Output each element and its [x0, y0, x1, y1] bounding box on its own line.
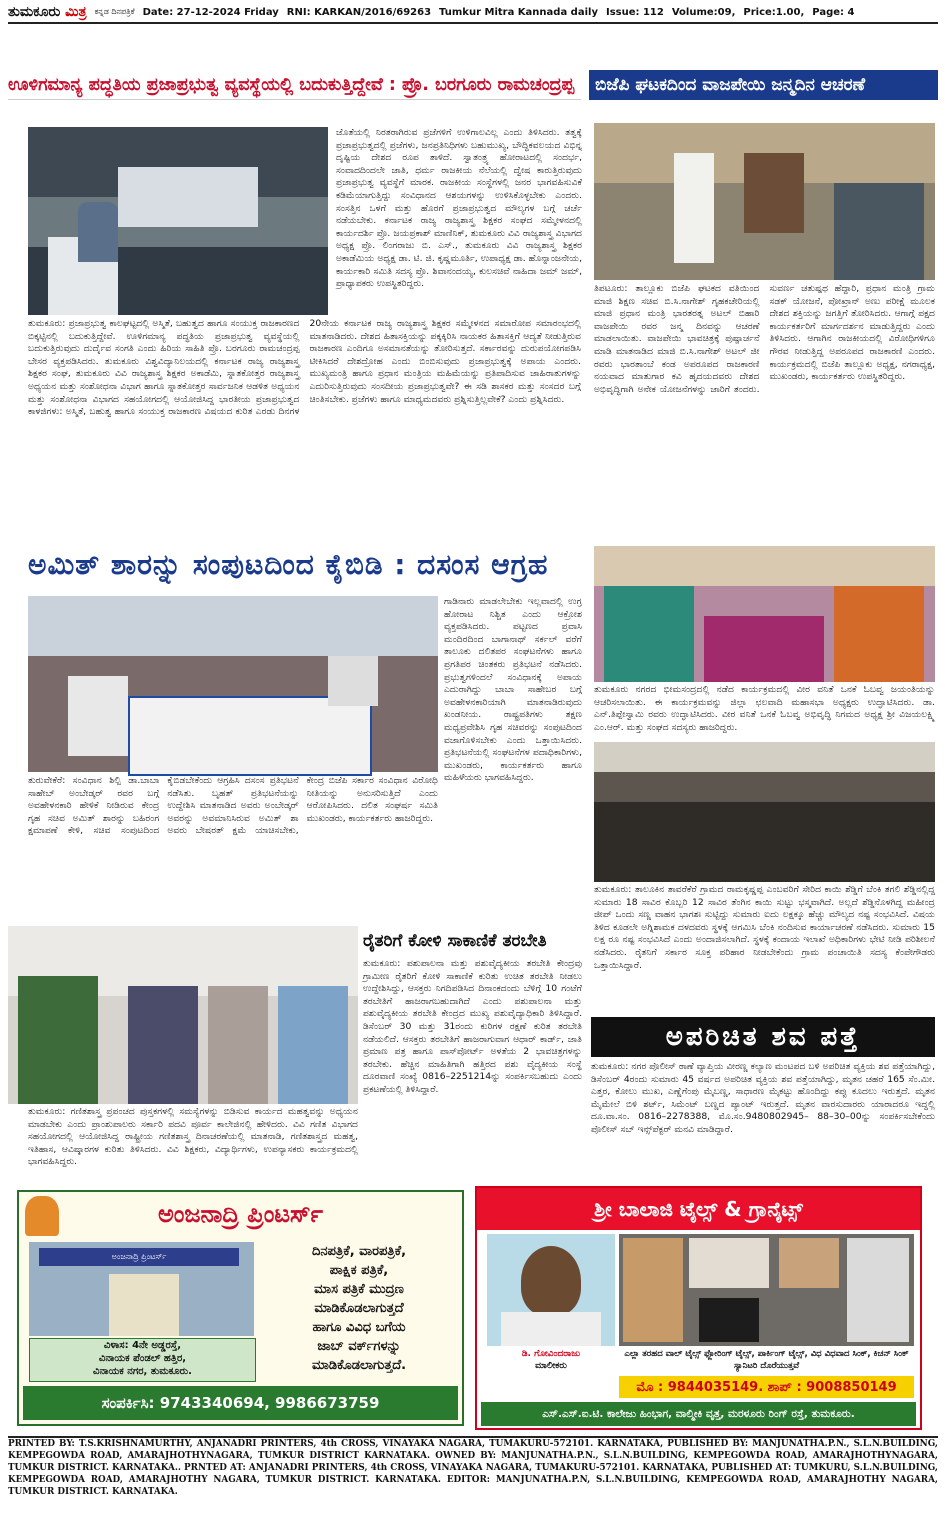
rni-number: RNI: KARKAN/2016/69263: [286, 6, 432, 18]
price: Price:1.00,: [743, 6, 805, 18]
story5-photo: [594, 742, 935, 882]
story8-body: ತುಮಕೂರು: ನಗರ ಪೊಲೀಸ್ ಠಾಣೆ ವ್ಯಾಪ್ತಿಯ ವೀರಣ್ಣ ಕಲ್ಯಾಣ ಮಂಟಪದ ಬಳಿ ಅಪರಿಚಿತ ವ್ಯಕ್ತಿಯ ಶವ ಪತ್ತೆಯಾಗಿದ್ದು, ಡಿಸೆಂಬರ್ 4ರಂದು ಸುಮಾರು 45 ವರ್ಷದ ಅಪರಿಚಿತ ವ್ಯಕ್ತಿಯ ಶವ ಪತ್ತೆಯಾಗಿದ್ದು, ಮೃತನ ಚಹರೆ 165 ಸೆಂ.ಮೀ. ಎತ್ತರ, ಕೋಲು ಮುಖ, ಎಣ್ಣೆಗೆಂಪು ಮೈಬಣ್ಣ, ಸಾಧಾರಣ ಮೈಕಟ್ಟು ಹೊಂದಿದ್ದು ಕಪ್ಪು ಕೂದಲು ಇರುತ್ತದೆ. ಮೃತನ ಮೈಮೇಲೆ ಬಿಳಿ ಶರ್ಟ್, ಸಿಮೆಂಟ್ ಬಣ್ಣದ ಪ್ಯಾಂಟ್ ಇರುತ್ತದೆ. ಮೃತನ ವಾರಸುದಾರರು ಯಾರಾದರೂ ಇದ್ದಲ್ಲಿ ದೂ.ವಾ.ಸಂ. 0816–2278388, ಮೊ.ಸಂ.9480802945– 88–30–00ನ್ನು ಸಂಪರ್ಕಿಸಬೇಕೆಂದು ಪೊಲೀಸ್ ಸಬ್ ಇನ್ಸ್‌ಪೆಕ್ಟರ್ ಮನವಿ ಮಾಡಿದ್ದಾರೆ.: [591, 1061, 935, 1135]
ad1-address-line: ವಿಳಾಸ: 4ನೇ ಅಡ್ಡರಸ್ತೆ,: [103, 1340, 182, 1351]
ad2-portrait: [487, 1234, 615, 1346]
ad1-address: [29, 1338, 256, 1382]
story4-photo: [594, 546, 935, 682]
story8-headline: ಅಪರಿಚಿತ ಶವ ಪತ್ತೆ: [591, 1017, 935, 1057]
ad2-tiles-photo: [619, 1234, 914, 1346]
ad2-person-title: ಮಾಲೀಕರು: [535, 1361, 567, 1371]
story3-headline: ಅಮಿತ್ ಶಾರನ್ನು ಸಂಪುಟದಿಂದ ಕೈಬಿಡಿ : ದಸಂಸ ಆಗ್ರಹ: [28, 548, 549, 581]
ad2-phone: ಮೊ : 9844035149. ಶಾಪ್ : 9008850149: [619, 1376, 914, 1398]
story5-body: ತುಮಕೂರು: ತಾಲೂಕಿನ ತಾವರೆಕೆರೆ ಗ್ರಾಮದ ರಾಮಕೃಷ್ಣಪ್ಪ ಎಂಬವರಿಗೆ ಸೇರಿದ ಕಾಯಿ ಶೆಡ್ಡಿಗೆ ಬೆಂಕಿ ತಗಲಿ ಶೆಡ್ಡಿನಲ್ಲಿದ್ದ ಸುಮಾರು 18 ಸಾವಿರ ಕೊಬ್ಬರಿ 12 ಸಾವಿರ ತೆಂಗಿನ ಕಾಯಿ ಸುಟ್ಟು ಭಸ್ಮವಾಗಿದೆ. ಅಲ್ಲದೆ ಶೆಡ್ಡಿನೊಳಗಿದ್ದ ಮಹೀಂದ್ರ ಜೀಪ್ ಒಂದು ಸಣ್ಣ ವಾಹನ ಭಾಗಶಃ ಸುಟ್ಟಿದ್ದು ಸುಮಾರು ಐದು ಲಕ್ಷಕ್ಕೂ ಹೆಚ್ಚು ಮೌಲ್ಯದ ನಷ್ಟ ಸಂಭವಿಸಿದೆ. ವಿಷಯ ತಿಳಿದ ಕೂಡಲೇ ಅಗ್ನಿಶಾಮಕ ದಳದವರು ಸ್ಥಳಕ್ಕೆ ಆಗಮಿಸಿ ಬೆಂಕಿ ನಂದಿಸುವ ಕಾರ್ಯಾಚರಣೆ ನಡೆಸಿದರು. ಸುಮಾರು 15 ಲಕ್ಷ ರೂ ನಷ್ಟ ಸಂಭವಿಸಿದೆ ಎಂದು ಅಂದಾಜಿಸಲಾಗಿದೆ. ಸ್ಥಳಕ್ಕೆ ಕಂದಾಯ ಇಲಾಖೆ ಅಧಿಕಾರಿಗಳು ಭೇಟಿ ನೀಡಿ ಪರಿಶೀಲನೆ ನಡೆಸಿದರು. ರೈತನಿಗೆ ಸರ್ಕಾರ ಸೂಕ್ತ ಪರಿಹಾರ ನೀಡಬೇಕೆಂದು ಗ್ರಾಮ ಪಂಚಾಯಿತಿ ಸದಸ್ಯ ಕೆಂಪೇಗೌಡರು ಒತ್ತಾಯಿಸಿದ್ದಾರೆ.: [594, 884, 935, 971]
story2-photo: [594, 123, 935, 280]
masthead: [8, 2, 938, 24]
ad2-address: ಎಸ್.ಎಸ್.ಐ.ಟಿ. ಕಾಲೇಜು ಹಿಂಭಾಗ, ವಾಲ್ಮೀಕಿ ವೃತ್ತ, ಮರಳೂರು ರಿಂಗ್ ರಸ್ತೆ, ತುಮಕೂರು.: [481, 1402, 916, 1426]
story1-headline: ಊಳಿಗಮಾನ್ಯ ಪದ್ಧತಿಯ ಪ್ರಜಾಪ್ರಭುತ್ವ ವ್ಯವಸ್ಥೆಯಲ್ಲಿ ಬದುಕುತ್ತಿದ್ದೇವೆ : ಪ್ರೊ. ಬರಗೂರು ರಾಮಚಂದ್ರಪ್ಪ: [8, 70, 581, 100]
story7-caption: ತುಮಕೂರು: ಗಣಿತಶಾಸ್ತ್ರ ಪ್ರಪಂಚದ ಪುಸ್ತಕಗಳಲ್ಲಿ ಸಮಸ್ಯೆಗಳನ್ನು ಬಿಡಿಸುವ ಕಾರ್ಯದ ಮಹತ್ವವನ್ನು ಅಧ್ಯಯನ ಮಾಡಬೇಕು ಎಂದು ಪ್ರಾಂಶುಪಾಲರು ಸರ್ಕಾರಿ ಪದವಿ ಪೂರ್ವ ಕಾಲೇಜಿನಲ್ಲಿ ಹೇಳಿದರು. ವಿವಿ ಗಣಿತ ವಿಭಾಗದ ಸಹಯೋಗದಲ್ಲಿ ಆಯೋಜಿಸಿದ್ದ ರಾಷ್ಟ್ರೀಯ ಗಣಿತಶಾಸ್ತ್ರ ದಿನಾಚರಣೆಯಲ್ಲಿ ಮಾತನಾಡಿ, ಗಣಿತಶಾಸ್ತ್ರದ ಮಹತ್ವ, ಇತಿಹಾಸ, ಆವಿಷ್ಕಾರಗಳ ಕುರಿತು ತಿಳಿಸಿದರು. ವಿವಿ ಶಿಕ್ಷಕರು, ವಿದ್ಯಾರ್ಥಿಗಳು, ಉಪನ್ಯಾಸಕರು ಕಾರ್ಯಕ್ರಮದಲ್ಲಿ ಭಾಗವಹಿಸಿದ್ದರು.: [28, 1106, 358, 1168]
issue-number: Issue: 112: [605, 6, 664, 18]
ad2-title-bar: [477, 1188, 920, 1230]
story6-headline: ರೈತರಿಗೆ ಕೋಳಿ ಸಾಕಾಣಿಕೆ ತರಬೇತಿ: [363, 931, 547, 951]
story6-body: ತುಮಕೂರು: ಪಶುಪಾಲನಾ ಮತ್ತು ಪಶುವೈದ್ಯಕೀಯ ತರಬೇತಿ ಕೇಂದ್ರವು ಗ್ರಾಮೀಣ ರೈತರಿಗೆ ಕೋಳಿ ಸಾಕಾಣಿಕೆ ಕುರಿತು ಉಚಿತ ತರಬೇತಿ ನೀಡಲು ಉದ್ದೇಶಿಸಿದ್ದು, ಆಸಕ್ತರು ನಿಗದಿಪಡಿಸಿದ ದಿನಾಂಕದಂದು ಬೆಳಿಗ್ಗೆ 10 ಗಂಟೆಗೆ ತರಬೇತಿಗೆ ಹಾಜರಾಗಬಹುದಾಗಿದೆ ಎಂದು ಪಶುಪಾಲನಾ ಮತ್ತು ಪಶುವೈದ್ಯಕೀಯ ತರಬೇತಿ ಕೇಂದ್ರದ ಮುಖ್ಯ ಪಶುವೈದ್ಯಾಧಿಕಾರಿ ತಿಳಿಸಿದ್ದಾರೆ. ಡಿಸೆಂಬರ್ 30 ಮತ್ತು 31ರಂದು ಕುರಿಗಳ ರಕ್ಷಣೆ ಕುರಿತ ತರಬೇತಿ ನಡೆಯಲಿದೆ. ಆಸಕ್ತರು ತರಬೇತಿಗೆ ಹಾಜರಾಗುವಾಗ ಆಧಾರ್ ಕಾರ್ಡ್, ಜಾತಿ ಪ್ರಮಾಣ ಪತ್ರ ಹಾಗೂ ಪಾಸ್‌ಪೋರ್ಟ್ ಅಳತೆಯ 2 ಭಾವಚಿತ್ರಗಳನ್ನು ತರಬೇಕು. ಹೆಚ್ಚಿನ ಮಾಹಿತಿಗಾಗಿ ಹತ್ತಿರದ ಪಶು ವೈದ್ಯಕೀಯ ಸಂಸ್ಥೆ ದೂರವಾಣಿ ಸಂಖ್ಯೆ 0816–2251214ನ್ನು ಸಂಪರ್ಕಿಸಬಹುದು ಎಂದು ಪ್ರಕಟಣೆಯಲ್ಲಿ ತಿಳಿಸಿದ್ದಾರೆ.: [363, 958, 582, 1095]
story1-photo: [28, 127, 328, 315]
ad1-contact: ಸಂಪರ್ಕಿಸಿ: 9743340694, 9986673759: [23, 1386, 458, 1420]
ad1-service-line: ಹಾಗೂ ವಿವಿಧ ಬಗೆಯ: [312, 1320, 406, 1335]
ad2-person: [487, 1348, 615, 1374]
story7-photo: [8, 926, 358, 1104]
ad2-person-name: ಡಿ. ಗೋವಿಂದರಾಜು: [521, 1349, 581, 1359]
story1-body: ತುಮಕೂರು: ಪ್ರಜಾಪ್ರಭುತ್ವ ಕಾಲಘಟ್ಟದಲ್ಲಿ ಅಸ್ಮಿತೆ, ಬಹುತ್ವದ ಹಾಗೂ ಸಂಯುಕ್ತ ರಾಜಕಾರಣದ ಬಿಕ್ಕಟ್ಟಿನಲ್ಲಿ ಬದುಕುತ್ತಿದ್ದೇವೆ. ಊಳಿಗಮಾನ್ಯ ಪದ್ಧತಿಯ ಪ್ರಜಾಪ್ರಭುತ್ವ ವ್ಯವಸ್ಥೆಯಲ್ಲಿ ಬದುಕುತ್ತಿರುವುದು ದುರ್ದೈವ ಸಂಗತಿ ಎಂದು ಹಿರಿಯ ಸಾಹಿತಿ ಪ್ರೊ. ಬರಗೂರು ರಾಮಚಂದ್ರಪ್ಪ ಬೇಸರ ವ್ಯಕ್ತಪಡಿಸಿದರು. ತುಮಕೂರು ವಿಶ್ವವಿದ್ಯಾನಿಲಯದಲ್ಲಿ ಕರ್ನಾಟಕ ರಾಜ್ಯ ರಾಜ್ಯಶಾಸ್ತ್ರ ಶಿಕ್ಷಕರ ಸಂಘ, ತುಮಕೂರು ವಿವಿ ರಾಜ್ಯಶಾಸ್ತ್ರ ಶಿಕ್ಷಕರ ಅಕಾಡೆಮಿ, ಸ್ನಾತಕೋತ್ತರ ರಾಜ್ಯಶಾಸ್ತ್ರ ಅಧ್ಯಯನ ಮತ್ತು ಸಂಶೋಧನಾ ವಿಭಾಗ ಹಾಗೂ ಸ್ನಾತಕೋತ್ತರ ಸಾರ್ವಜನಿಕ ಆಡಳಿತ ಅಧ್ಯಯನ ಮತ್ತು ಸಂಶೋಧನಾ ವಿಭಾಗದ ಸಹಯೋಗದಲ್ಲಿ ಆಯೋಜಿಸಿದ್ದ ಭಾರತೀಯ ಪ್ರಜಾಪ್ರಭುತ್ವದ ಕಾಳಜಿಗಳು: ಅಸ್ಮಿತೆ, ಬಹುತ್ವ ಹಾಗೂ ಸಂಯುಕ್ತ ರಾಜಕಾರಣ ವಿಷಯದ ಕುರಿತ ಎರಡು ದಿನಗಳ 20ನೇಯ ಕರ್ನಾಟಕ ರಾಜ್ಯ ರಾಜ್ಯಶಾಸ್ತ್ರ ಶಿಕ್ಷಕರ ಸಮ್ಮೇಳನದ ಸಮಾರೋಪ ಸಮಾರಂಭದಲ್ಲಿ ಮಾತನಾಡಿದರು. ದೇಶದ ಹಿತಾಸಕ್ತಿಯನ್ನು ಪಕ್ಕಕ್ಕಿರಿಸಿ ನಾಯಕರ ಹಿತಾಸಕ್ತಿಗೆ ಆದ್ಯತೆ ನೀಡುತ್ತಿರುವ ರಾಜಕಾರಣ ಎಂದಿಗೂ ಅಸಮಾನತೆಯನ್ನು ತೋರಿಸುತ್ತದೆ. ಸರ್ಕಾರವನ್ನು ದುರುಪಯೋಗಪಡಿಸಿ ಟೀಕಿಸಿದರೆ ದೇಶದ್ರೋಹ ಎಂದು ಬಿಂಬಿಸುವುದು ಪ್ರಜಾಪ್ರಭುತ್ವಕ್ಕೆ ಅಪಾಯ ಎಂದರು. ಮುಖ್ಯಮಂತ್ರಿ ಹಾಗೂ ಪ್ರಧಾನ ಮಂತ್ರಿಯ ಮಹಿಮೆಯನ್ನು ಪ್ರತಿಪಾದಿಸುವ ಜಾಹಿರಾತುಗಳನ್ನು ಎದುರಿಸುತ್ತಿರುವುದು ಸಂಸದೀಯ ಪ್ರಜಾಪ್ರಭುತ್ವವೇ? ಈ ಸಡಿ ಶಾಸಕರ ಮತ್ತು ಸಂಸದರ ಬಗ್ಗೆ ಚಿಂತಿಸಬೇಕು. ಪ್ರಜೆಗಳು ಹಾಗೂ ಮಾಧ್ಯಮದವರು ಪ್ರಶ್ನಿಸುತ್ತಿಲ್ಲವೇಕೆ? ಎಂದು ಪ್ರಶ್ನಿಸಿದರು.: [28, 318, 581, 418]
ad1-title: ಅಂಜನಾದ್ರಿ ಪ್ರಿಂಟರ್ಸ್: [157, 1200, 323, 1228]
newspaper-logo: ತುಮಕೂರು ಮಿತ್ರ: [8, 4, 87, 20]
ad1-service-line: ದಿನಪತ್ರಿಕೆ, ವಾರಪತ್ರಿಕೆ,: [311, 1244, 407, 1259]
volume: Volume:09,: [671, 6, 736, 18]
ad2-services: ಎಲ್ಲಾ ತರಹದ ವಾಲ್ ಟೈಲ್ಸ್ ಫ್ಲೋರಿಂಗ್ ಟೈಲ್ಸ್, ಪಾರ್ಕಿಂಗ್ ಟೈಲ್ಸ್, ವಿಧ ವಿಧವಾದ ಸಿಂಕ್, ಕಿಚನ್ ಸಿಂಕ್ ಸ್ಯಾನಿಟರಿ ದೊರೆಯುತ್ತವೆ: [624, 1349, 909, 1371]
ad1-address-line: ವಿನಾಯಕ ನಗರ, ತುಮಕೂರು.: [93, 1366, 192, 1377]
story2-headline: ಬಿಜೆಪಿ ಘಟಕದಿಂದ ವಾಜಪೇಯಿ ಜನ್ಮದಿನ ಆಚರಣೆ: [589, 70, 938, 100]
ad1-shop-photo: [29, 1242, 254, 1336]
ad1-service-line: ಮಾಸ ಪತ್ರಿಕೆ ಮುದ್ರಣ: [314, 1282, 404, 1297]
ad1-address-line: ವಿನಾಯಕ ಪೆಂಡಲ್ ಹತ್ತಿರ,: [98, 1353, 187, 1364]
ad1-service-line: ಜಾಬ್ ವರ್ಕ್‌ಗಳನ್ನು: [317, 1339, 401, 1354]
ad1-shop-sign: ಅಂಜನಾದ್ರಿ ಪ್ರಿಂಟರ್ಸ್: [39, 1248, 239, 1266]
story2-body: ತಿಪಟೂರು: ತಾಲ್ಲೂಕು ಬಿಜೆಪಿ ಘಟಕದ ವತಿಯಿಂದ ಮಾಜಿ ಶಿಕ್ಷಣ ಸಚಿವ ಬಿ.ಸಿ.ನಾಗೇಶ್ ಗೃಹಕಚೇರಿಯಲ್ಲಿ ಮಾಜಿ ಪ್ರಧಾನ ಮಂತ್ರಿ ಭಾರತರತ್ನ ಅಟಲ್ ಬಿಹಾರಿ ವಾಜಪೇಯಿ ರವರ ಜನ್ಮ ದಿನವನ್ನು ಆಚರಣೆ ಮಾಡಲಾಯಿತು. ವಾಜಪೇಯಿ ಭಾವಚಿತ್ರಕ್ಕೆ ಪುಷ್ಪಾರ್ಚನೆ ಮಾಡಿ ಮಾತನಾಡಿದ ಮಾಜಿ ಬಿ.ಸಿ.ನಾಗೇಶ್ ಅಟಲ್ ಜೀ ರವರು ಭಾರತಾಂಬೆ ಕಂಡ ಅಪರೂಪದ ರಾಜಕಾರಣಿ ನಯವಾದ ಮಾತುಗಾರ ಕವಿ ಹೃದಯದವರು ದೇಶದ ಅಭಿವೃದ್ಧಿಗಾಗಿ ಅನೇಕ ಯೋಜನೆಗಳನ್ನು ಜಾರಿಗೆ ತಂದರು. ಸುವರ್ಣ ಚತುಷ್ಪಥ ಹೆದ್ದಾರಿ, ಪ್ರಧಾನ ಮಂತ್ರಿ ಗ್ರಾಮ ಸಡಕ್ ಯೋಜನೆ, ಪೋಖ್ರಾನ್ ಅಣು ಪರೀಕ್ಷೆ ಮೂಲಕ ದೇಶದ ಶಕ್ತಿಯನ್ನು ಜಗತ್ತಿಗೆ ತೋರಿಸಿದರು. ಆಗಾಗ್ಗೆ ಪಕ್ಷದ ಕಾರ್ಯಕರ್ತರಿಗೆ ಮಾರ್ಗದರ್ಶನ ಮಾಡುತ್ತಿದ್ದರು ಎಂದು ತಿಳಿಸಿದರು. ಆಗಾಗಿನ ರಾಜಕೀಯದಲ್ಲಿ ವಿರೋಧಿಗಳಿಗೂ ಗೌರವ ನೀಡುತ್ತಿದ್ದ ಅಪರೂಪದ ರಾಜಕಾರಣಿ ಎಂದರು. ಕಾರ್ಯಕ್ರಮದಲ್ಲಿ ಬಿಜೆಪಿ ತಾಲ್ಲೂಕು ಅಧ್ಯಕ್ಷ, ನಗರಾಧ್ಯಕ್ಷ, ಮುಖಂಡರು, ಕಾರ್ಯಕರ್ತರು ಉಪಸ್ಥಿತರಿದ್ದರು.: [594, 283, 935, 395]
paper-name: Tumkur Mitra Kannada daily: [439, 6, 598, 18]
story3-photo: [28, 596, 438, 772]
ad1-service-line: ಪಾಕ್ಷಿಕ ಪತ್ರಿಕೆ,: [329, 1263, 389, 1278]
anjanadri-printers-ad: [17, 1190, 464, 1426]
ad1-title-bar: [19, 1192, 462, 1236]
page-number: Page: 4: [812, 6, 855, 18]
balaji-tiles-ad: [475, 1186, 922, 1430]
story3-body-right: ಗಾಡಿನಾರು ಮಾಡಲೇಬೇಕು ಇಲ್ಲವಾದಲ್ಲಿ ಉಗ್ರ ಹೋರಾಟ ನಿಶ್ಚಿತ ಎಂದು ಆಕ್ರೋಶ ವ್ಯಕ್ತಪಡಿಸಿದರು. ಪಟ್ಟಣದ ಪ್ರವಾಸಿ ಮಂದಿರದಿಂದ ಬಾಗಾನಾಥ್ ಸರ್ಕಲ್ ವರೆಗೆ ತಾಲೂಕು ದಲಿತಪರ ಸಂಘಟನೆಗಳು ಹಾಗೂ ಪ್ರಗತಿಪರ ಚಿಂತಕರು ಪ್ರತಿಭಟನೆ ನಡೆಸಿದರು. ಪ್ರಭುತ್ವಗಳಿಂದಲೆ ಸಂವಿಧಾನಕ್ಕೆ ಅಪಾಯ ಎದುರಾಗಿದ್ದು ಬಾಬಾ ಸಾಹೇಬರ ಬಗ್ಗೆ ಅವಹೇಳನಕಾರಿಯಾಗಿ ಮಾತನಾಡಿರುವುದು ಖಂಡನೀಯ. ರಾಷ್ಟ್ರಪತಿಗಳು ತಕ್ಷಣ ಮಧ್ಯಪ್ರವೇಶಿಸಿ ಗೃಹ ಸಚಿವರನ್ನು ಸಂಪುಟದಿಂದ ವಜಾಗೊಳಿಸಬೇಕು ಎಂದು ಒತ್ತಾಯಿಸಿದರು. ಪ್ರತಿಭಟನೆಯಲ್ಲಿ ಸಂಘಟನೆಗಳ ಪದಾಧಿಕಾರಿಗಳು, ಮುಖಂಡರು, ಕಾರ್ಯಕರ್ತರು ಹಾಗೂ ಮಹಿಳೆಯರು ಭಾಗವಹಿಸಿದ್ದರು.: [444, 596, 582, 784]
story1-body-right: ಜೊತೆಯಲ್ಲಿ ನಿರತರಾಗಿರುವ ಪ್ರಜೆಗಳಿಗೆ ಉಳಿಗಾಲವಿಲ್ಲ ಎಂದು ತಿಳಿಸಿದರು. ತತ್ವಕ್ಕೆ ಪ್ರಜಾಪ್ರಭುತ್ವದಲ್ಲಿ ಪ್ರಜೆಗಳು, ಜನಪ್ರತಿನಿಧಿಗಳು ಬಹುಮುಖ್ಯ, ಬೌದ್ಧಿಕವಲಯದ ವಿಭಿನ್ನ ದೃಷ್ಟಿಯ ದೇಶದ ರೂಪ ತಾಳಿದೆ. ಸ್ವಾತಂತ್ರ್ಯ ಹೋರಾಟದಲ್ಲಿ ಸಂದರ್ಭ, ಸಂವಾದದಿಂದಲೇ ಜಾತಿ, ಧರ್ಮ ರಾಜಕೀಯ ನೆಲೆಯಲ್ಲಿ ದ್ವೇಷ ಕಾರುತ್ತಿರುವುದು ಪ್ರಜಾಪ್ರಭುತ್ವ ವ್ಯವಸ್ಥೆಗೆ ಮಾರಕ. ರಾಜಕೀಯ ಸಂಸ್ಥೆಗಳಲ್ಲಿ ಜನರ ಭಾಗವಹಿಸುವಿಕೆ ಕಡಿಮೆಯಾಗುತ್ತಿದ್ದು ಸಂವಿಧಾನದ ಆಶಯಗಳನ್ನು ಉಳಿಸಿಕೊಳ್ಳಬೇಕು ಎಂದರು. ಸಂಸತ್ತಿನ ಒಳಗೆ ಮತ್ತು ಹೊರಗೆ ಪ್ರಜಾಪ್ರಭುತ್ವದ ಮೌಲ್ಯಗಳ ಬಗ್ಗೆ ಚರ್ಚೆ ನಡೆಯಬೇಕು. ಕರ್ನಾಟಕ ರಾಜ್ಯ ರಾಜ್ಯಶಾಸ್ತ್ರ ಶಿಕ್ಷಕರ ಸಂಘದ ಸಮ್ಮೇಳನದಲ್ಲಿ ಕಾರ್ಯದರ್ಶಿ ಪ್ರೊ. ಜಯಪ್ರಕಾಶ್ ಮಾಣಿನಿಕ್, ತುಮಕೂರು ವಿವಿ ರಾಜ್ಯಶಾಸ್ತ್ರ ವಿಭಾಗದ ಅಧ್ಯಕ್ಷ ಪ್ರೊ. ಲಿಂಗರಾಜು ಬಿ. ಎಸ್., ತುಮಕೂರು ವಿವಿ ರಾಜ್ಯಶಾಸ್ತ್ರ ಶಿಕ್ಷಕರ ಅಕಾಡೆಮಿಯ ಅಧ್ಯಕ್ಷ ಡಾ. ಟಿ. ಜಿ. ಕೃಷ್ಣಮೂರ್ತಿ, ಉಪಾಧ್ಯಕ್ಷ ಡಾ. ಹೊನ್ನಾಂಜನೇಯ, ಕಾರ್ಯಕಾರಿ ಸಮಿತಿ ಸದಸ್ಯ ಪ್ರೊ. ಶಿವಾನಂದಯ್ಯ, ಕುಲಸಚಿವೆ ನಾಹಿದಾ ಜಮ್ ಜಮ್, ಪ್ರಾಧ್ಯಾಪಕರು ಉಪಸ್ಥಿತರಿದ್ದರು.: [336, 127, 582, 290]
hanuman-icon: [25, 1196, 59, 1236]
story3-body: ತುರುವೇಕೆರೆ: ಸಂವಿಧಾನ ಶಿಲ್ಪಿ ಡಾ.ಬಾಬಾ ಸಾಹೇಬ್ ಅಂಬೇಡ್ಕರ್ ರವರ ಬಗ್ಗೆ ಅವಹೇಳನಕಾರಿ ಹೇಳಿಕೆ ನೀಡಿರುವ ಕೇಂದ್ರ ಗೃಹ ಸಚಿವ ಅಮಿತ್ ಶಾರನ್ನು ಬಹಿರಂಗ ಕ್ಷಮಾಪಣೆ ಕೇಳಿ, ಸಚಿವ ಸಂಪುಟದಿಂದ ಕೈಬಿಡಬೇಕೆಂದು ಆಗ್ರಹಿಸಿ ದಸಂಸ ಪ್ರತಿಭಟನೆ ನಡೆಸಿತು. ಬೃಹತ್ ಪ್ರತಿಭಟನೆಯನ್ನು ಉದ್ದೇಶಿಸಿ ಮಾತನಾಡಿದ ಅವರು ಅಂಬೇಡ್ಕರ್ ಅವರನ್ನು ಅವಮಾನಿಸಿರುವ ಅಮಿತ್ ಶಾ ಅವರು ಬೇಷರತ್ ಕ್ಷಮೆ ಯಾಚಿಸಬೇಕು, ಕೇಂದ್ರ ಬಿಜೆಪಿ ಸರ್ಕಾರ ಸಂವಿಧಾನ ವಿರೋಧಿ ನೀತಿಯನ್ನು ಅನುಸರಿಸುತ್ತಿದೆ ಎಂದು ಆರೋಪಿಸಿದರು. ದಲಿತ ಸಂಘರ್ಷ ಸಮಿತಿ ಮುಖಂಡರು, ಕಾರ್ಯಕರ್ತರು ಹಾಜರಿದ್ದರು.: [28, 775, 438, 837]
ad1-service-line: ಮಾಡಿಕೊಡಲಾಗುತ್ತದೆ: [314, 1301, 404, 1316]
imprint-footer: PRINTED BY: T.S.KRISHNAMURTHY, ANJANADRI PRINTERS, 4th CROSS, VINAYAKA NAGARA, TUMAKURU-572101. KARNATAKA, PUBLISHED BY: MANJUNATHA.P.N., S.L.N.BUILDING, KEMPEGOWDA ROAD, AMARAJHOTHYNAGARA, TUMKUR DISTRICT KARNATAKA. OWNED BY: MANJUNATHA.P.N., S.L.N.BUILDING, KEMPEGOWDA ROAD, AMARAJHOTHYNAGARA, TUMKUR DISTRICT. KARNATAKA.. PRNTED AT: ANJANADRI PRINTERS, 4th CROSS, VINAYAKA NAGARA, TUMAKURU-572101. KARNATAKA, PUBLISHED AT: TUMKURU, S.L.N.BUILDING, KEMPEGOWDA ROAD, AMARAJHOTHY NAGARA, TUMKUR DISTRICT. KARNATAKA. EDITOR: MANJUNATHA.P.N, S.L.N.BUILDING, KEMPEGOWDA ROAD, AMARAJHOTHY NAGARA, TUMKUR DISTRICT. KARNATAKA.: [8, 1436, 938, 1486]
issue-date: Date: 27-12-2024 Friday: [142, 6, 279, 18]
story4-caption: ತುಮಕೂರು ನಗರದ ಭೀಮಸಂದ್ರದಲ್ಲಿ ನಡೆದ ಕಾರ್ಯಕ್ರಮದಲ್ಲಿ ವೀರ ವನಿತೆ ಒನಕೆ ಓಬವ್ವ ಜಯಂತಿಯನ್ನು ಆಚರಿಸಲಾಯಿತು. ಈ ಕಾರ್ಯಕ್ರಮವನ್ನು ಜಿಲ್ಲಾ ಛಲವಾದಿ ಮಹಾಸಭಾ ಅಧ್ಯಕ್ಷರು ಉದ್ಘಾಟಿಸಿದರು. ಡಾ. ಎನ್.ತಿಪ್ಪೇಸ್ವಾಮಿ ರವರು ಉದ್ಘಾಟಿಸಿದರು. ವೀರ ವನಿತೆ ಒನಕೆ ಓಬವ್ವ ಅಭಿವೃದ್ಧಿ ನಿಗಮದ ಅಧ್ಯಕ್ಷ ಶ್ರೀ ವಿಜಯಲಕ್ಷ್ಮಿ ಎಂ.ಆರ್. ಮತ್ತು ಸಂಘದ ಸದಸ್ಯರು ಹಾಜರಿದ್ದರು.: [594, 684, 935, 733]
ad1-service-line: ಮಾಡಿಕೊಡಲಾಗುತ್ತದೆ.: [311, 1358, 407, 1373]
ad1-services: [259, 1242, 459, 1378]
ad2-title: ಶ್ರೀ ಬಾಲಾಜಿ ಟೈಲ್ಸ್ & ಗ್ರಾನೈಟ್ಸ್: [594, 1197, 803, 1221]
logo-subtitle: ಕನ್ನಡ ದಿನಪತ್ರಿಕೆ: [94, 7, 135, 16]
